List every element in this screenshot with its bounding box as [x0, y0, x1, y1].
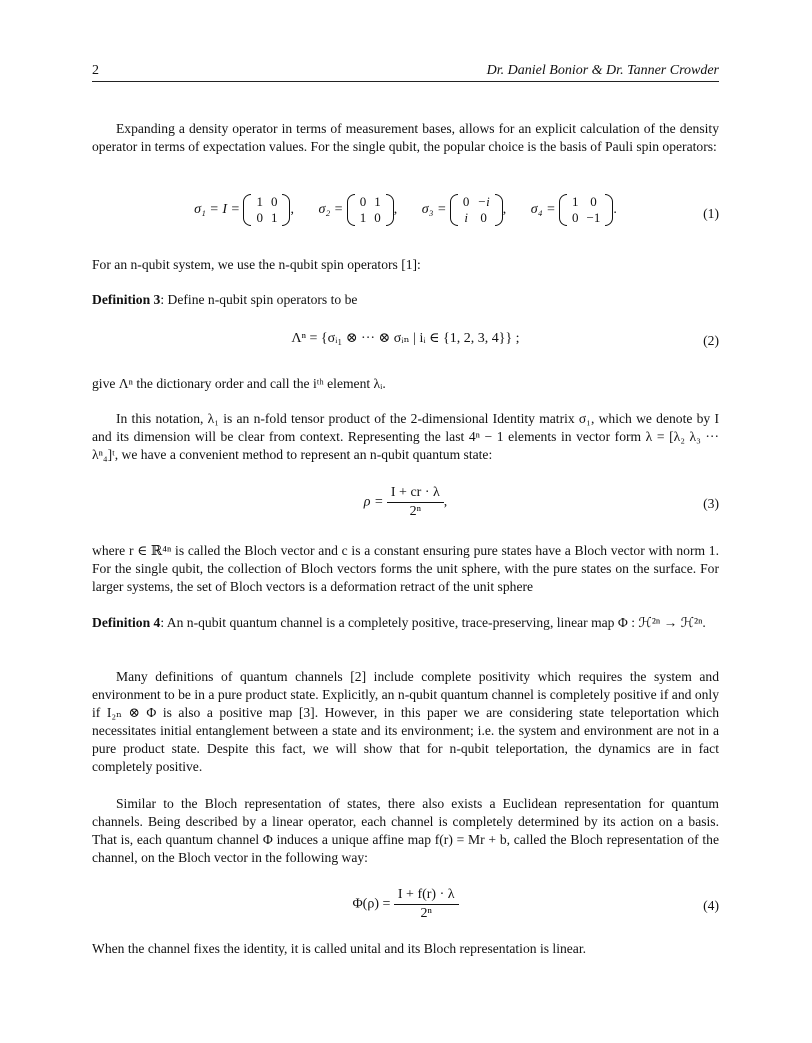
sigma3-lhs: σ₃ =: [421, 202, 447, 218]
m4-10: 0: [572, 210, 579, 225]
equation-1-number: (1): [703, 206, 719, 221]
matrix-sigma4: [559, 194, 613, 226]
definition-3-text: : Define n-qubit spin operators to be: [160, 292, 358, 307]
equation-2-body: Λⁿ = {σᵢ₁ ⊗ ··· ⊗ σᵢₙ | iᵢ ∈ {1, 2, 3, 4}} ;: [291, 331, 520, 346]
fraction-4: [394, 886, 459, 923]
m2-11: 0: [374, 210, 381, 225]
m1-00: 1: [256, 194, 263, 209]
sigma4-lhs: σ₄ =: [530, 202, 556, 218]
matrix-sigma1: [243, 194, 290, 226]
fraction-3-denominator: 2ⁿ: [409, 504, 422, 519]
equation-3: [92, 484, 719, 524]
paragraph-notation: In this notation, λ₁ is an n-fold tensor product of the 2-dimensional Identity matrix σ₁, which we denote by I and its dimension will be clear from context. Representing the last 4ⁿ − 1 elements in vector form λ = [λ₂ λ₃ ··· λⁿ₄]ᵗ, we have a convenient method to represent an n-qubit quantum state:: [92, 411, 719, 462]
eq3-comma: ,: [443, 494, 448, 510]
definition-4-label: Definition 4: [92, 615, 161, 630]
m2-01: 1: [374, 194, 381, 209]
matrix-sigma3: [450, 194, 503, 226]
m1-11: 1: [270, 210, 278, 225]
paragraph-intro: Expanding a density operator in terms of measurement bases, allows for an explicit calculation of the density operator in terms of expectation values. For the single qubit, the popular choice is the basis of Pauli spin operators:: [92, 121, 719, 154]
page-number: 2: [92, 63, 99, 78]
paragraph-unital: When the channel fixes the identity, it is called unital and its Bloch representation is linear.: [92, 941, 587, 956]
header-authors: Dr. Daniel Bonior & Dr. Tanner Crowder: [486, 63, 719, 78]
pauli-matrices: σ₁ = I = 1 0 0 1 , σ₂ = 0 1 1 0 , σ₃ = 0 −i i 0 , σ₄ = 1 0 0 −1 .: [194, 194, 617, 225]
m1-10: 0: [256, 210, 263, 225]
m3-01: −i: [477, 194, 490, 209]
definition-3-label: Definition 3: [92, 292, 161, 307]
paragraph-dictionary-order: give Λⁿ the dictionary order and call the iᵗʰ element λᵢ.: [92, 376, 386, 391]
equation-2: [92, 330, 719, 352]
m2-10: 1: [359, 210, 367, 225]
fraction-4-denominator: 2ⁿ: [420, 906, 432, 921]
equation-3-number: (3): [703, 496, 719, 511]
sigma2-lhs: σ₂ =: [318, 202, 344, 218]
m1-01: 0: [270, 194, 278, 209]
m4-11: −1: [586, 210, 601, 225]
m4-01: 0: [590, 194, 597, 209]
fraction-3: [387, 484, 444, 521]
fraction-4-numerator: I + f(r) · λ: [394, 886, 459, 905]
equation-3-body: [92, 484, 719, 521]
equation-4: [92, 886, 719, 926]
m3-10: i: [464, 210, 468, 225]
sigma1-lhs: σ₁ = I =: [194, 202, 240, 218]
paragraph-nqubit: For an n-qubit system, we use the n-qubit spin operators [1]:: [92, 257, 421, 272]
equation-4-body: [92, 886, 719, 923]
paragraph-complete-positivity: Many definitions of quantum channels [2] include complete positivity which requires the system and environment to be in a pure product state. Explicitly, an n-qubit quantum channel is completely positive if and only if I₂ₙ ⊗ Φ is also a positive map [3]. However, in this paper we are considering state teleportation which necessitates initial entanglement between a state and its environment; i.e. the system and environment are not in a pure product state. Despite this fact, we will show that for n-qubit teleportation, the dynamics are in fact completely positive.: [92, 669, 719, 774]
matrix-sigma2: [347, 194, 394, 226]
definition-4: [92, 614, 719, 632]
definition-4-text: : An n-qubit quantum channel is a completely positive, trace-preserving, linear map Φ : ℋ²ⁿ → ℋ²ⁿ.: [160, 615, 706, 630]
paragraph-bloch-vector: where r ∈ ℝ⁴ⁿ is called the Bloch vector and c is a constant ensuring pure states have a Bloch vector with norm 1. For the single qubit, the collection of Bloch vectors forms the unit sphere, with the pure states on the surface. For larger systems, the set of Bloch vectors is a deformation retract of the unit sphere: [92, 543, 719, 594]
paragraph-bloch-channel: Similar to the Bloch representation of states, there also exists a Euclidean representation for quantum channels. Being described by a linear operator, each channel is completely determined by its action on a basis. That is, each quantum channel Φ induces a unique affine map f(r) = Mr + b, called the Bloch representation of the channel, on the Bloch vector in the following way:: [92, 796, 719, 865]
m3-00: 0: [462, 194, 470, 209]
equation-4-number: (4): [703, 898, 719, 913]
fraction-3-numerator: I + cr · λ: [387, 484, 444, 503]
m3-11: 0: [480, 210, 487, 225]
equation-2-number: (2): [703, 333, 719, 348]
equation-1: [92, 194, 719, 234]
phi-lhs: Φ(ρ) =: [352, 896, 391, 912]
running-header: [92, 63, 719, 82]
m2-00: 0: [359, 194, 367, 209]
definition-3: [92, 291, 719, 309]
rho-lhs: ρ =: [363, 494, 384, 510]
m4-00: 1: [572, 194, 579, 209]
